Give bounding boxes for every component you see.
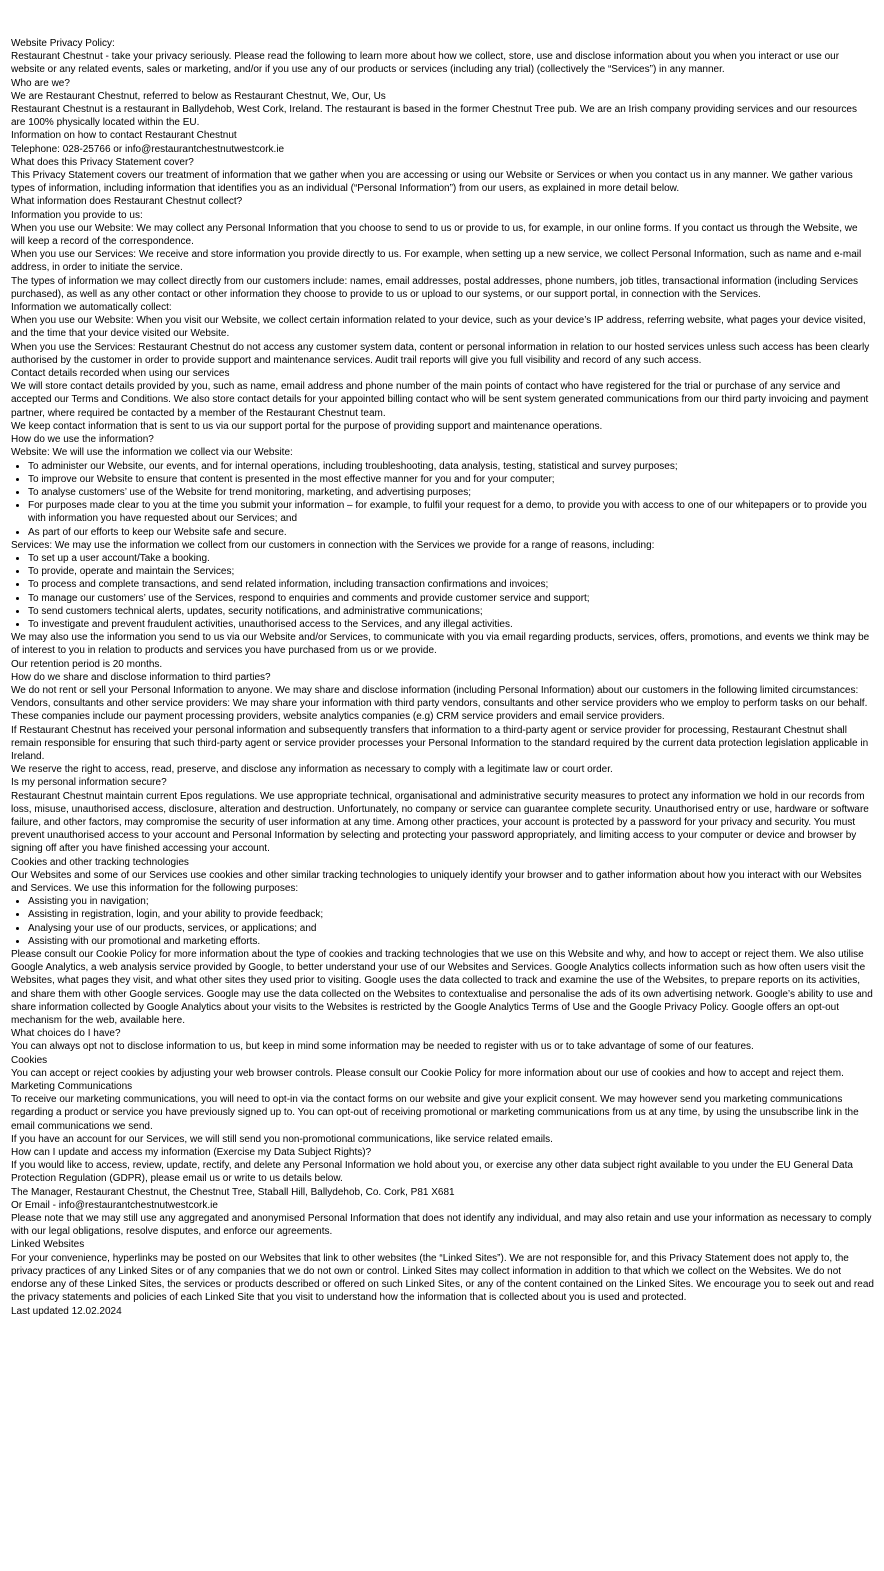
linked-paragraph: For your convenience, hyperlinks may be posted on our Websites that link to other websites (the “Linked Sites”). We are not responsible for, and this Privacy Statement does not apply to, the privacy practices of any Linked Sites or of any companies that we do not own or control. Linked Sites may collect information in addition to that which we collect on the Websites. We do not endorse any of these Linked Sites, the services or products described or offered on such Linked Sites, or any of the content contained on the Linked Sites. We encourage you to seek out and read the privacy statements and policies of each Linked Site that you visit to understand how the information that is collected about you is used and protected. xyxy=(11,1252,874,1304)
share-paragraph-4: We reserve the right to access, read, preserve, and disclose any information as necessary to comply with a legitimate law or court order. xyxy=(11,764,613,776)
use-website-list xyxy=(11,460,874,539)
postal-address: The Manager, Restaurant Chestnut, the Chestnut Tree, Staball Hill, Ballydehob, Co. Cork, P81 X681 xyxy=(11,1186,455,1198)
provide-services-paragraph: When you use our Services: We receive and store information you provide directly to us. For example, when setting up a new service, we collect Personal Information, such as name and e-mail address, in order to initiate the service. xyxy=(11,249,862,274)
list-item: • To manage our customers’ use of the Services, respond to enquiries and comments and provide customer service and support; xyxy=(28,592,874,605)
choices-paragraph: You can always opt not to disclose information to us, but keep in mind some information may be needed to register with us or to take advantage of some of our features. xyxy=(11,1041,754,1053)
cover-heading: What does this Privacy Statement cover? xyxy=(11,156,194,168)
last-updated: Last updated 12.02.2024 xyxy=(11,1305,122,1317)
auto-website-paragraph: When you use our Website: When you visit our Website, we collect certain information related to your device, such as your device’s IP address, referring website, what pages your device visited, and the time that your device visited our Website. xyxy=(11,315,866,340)
auto-services-paragraph: When you use the Services: Restaurant Chestnut do not access any customer system data, content or personal information in relation to our hosted services unless such access has been clearly authorised by the customer in order to provide support and maintenance services. Audit trail reports will give you full visibility and record of any such access. xyxy=(11,341,870,366)
who-paragraph-2: Restaurant Chestnut is a restaurant in Ballydehob, West Cork, Ireland. The restaurant is based in the former Chestnut Tree pub. We are an Irish company providing services and our resources are 100% physically located within the EU. xyxy=(11,104,857,129)
cookies-controls-paragraph: You can accept or reject cookies by adjusting your web browser controls. Please consult our Cookie Policy for more information about our use of cookies and how to accept and reject them. xyxy=(11,1067,844,1079)
list-item: • As part of our efforts to keep our Website safe and secure. xyxy=(28,526,874,539)
use-services-intro: Services: We may use the information we collect from our customers in connection with the Services we provide for a range of reasons, including: xyxy=(11,539,655,551)
secure-paragraph: Restaurant Chestnut maintain current Epos regulations. We use appropriate technical, organisational and administrative security measures to protect any information we hold in our records from loss, misuse, unauthorised access, disclosure, alteration and destruction. Unfortunately, no company or service can guarantee complete security. Unauthorised entry or use, hardware or software failure, and other factors, may compromise the security of user information at any time. Among other practices, your account is protected by a password for your privacy and security. You must prevent unauthorised access to your account and Personal Information by selecting and protecting your password appropriately, and limiting access to your computer or device and browser by signing off after you have finished accessing your account. xyxy=(11,790,869,855)
list-item: • To administer our Website, our events, and for internal operations, including troubleshooting, data analysis, testing, statistical and survey purposes; xyxy=(28,460,874,473)
use-website-intro: Website: We will use the information we collect via our Website: xyxy=(11,447,293,459)
contact-telephone-email: Telephone: 028-25766 or info@restaurantchestnutwestcork.ie xyxy=(11,143,285,155)
share-paragraph-2: Vendors, consultants and other service providers: We may share your information with third party vendors, consultants and other service providers who we employ to perform tasks on our behalf. These companies include our payment processing providers, website analytics companies (e.g) CRM service providers and email service providers. xyxy=(11,698,868,723)
update-paragraph: If you would like to access, review, update, rectify, and delete any Personal Information we hold about you, or exercise any other data subject right available to you under the EU General Data Protection Regulation (GDPR), please email us or write to us details below. xyxy=(11,1160,853,1185)
policy-title: Website Privacy Policy: xyxy=(11,38,115,49)
list-item: • To provide, operate and maintain the Services; xyxy=(28,565,874,578)
list-item: • Assisting in registration, login, and your ability to provide feedback; xyxy=(28,908,874,921)
share-paragraph-1: We do not rent or sell your Personal Information to anyone. We may share and disclose information (including Personal Information) about our customers in the following limited circumstances: xyxy=(11,684,859,696)
marketing-paragraph-2: If you have an account for our Services, we will still send you non-promotional communications, like service related emails. xyxy=(11,1133,553,1145)
auto-collect-heading: Information we automatically collect: xyxy=(11,302,172,314)
update-heading: How can I update and access my information (Exercise my Data Subject Rights)? xyxy=(11,1147,372,1159)
contact-details-heading: Contact details recorded when using our services xyxy=(11,368,230,380)
contact-details-paragraph-1: We will store contact details provided by you, such as name, email address and phone number of the main points of contact who have registered for the trial or purchase of any service and accepted our Terms and Conditions. We also store contact details for your appointed billing contact who will be sent system generated communications from our third party invoicing and payment partner, where required be contacted by a member of the Restaurant Chestnut team. xyxy=(11,381,869,419)
who-heading: Who are we? xyxy=(11,77,70,89)
list-item: • To set up a user account/Take a booking. xyxy=(28,552,874,565)
who-paragraph-1: We are Restaurant Chestnut, referred to below as Restaurant Chestnut, We, Our, Us xyxy=(11,90,386,102)
list-item: • To investigate and prevent fraudulent activities, unauthorised access to the Services, and any illegal activities. xyxy=(28,618,874,631)
cookies-purpose-list xyxy=(11,895,874,948)
contact-email: Or Email - info@restaurantchestnutwestcork.ie xyxy=(11,1199,218,1211)
collect-heading: What information does Restaurant Chestnut collect? xyxy=(11,196,243,208)
cookies-heading: Cookies and other tracking technologies xyxy=(11,856,189,868)
linked-heading: Linked Websites xyxy=(11,1239,85,1251)
list-item: • Analysing your use of our products, services, or applications; and xyxy=(28,922,874,935)
use-heading: How do we use the information? xyxy=(11,434,154,446)
marketing-paragraph-1: To receive our marketing communications, you will need to opt-in via the contact forms on our website and give your explicit consent. We may however send you marketing communications regarding a product or service you have previously signed up to. You can opt-out of receiving promotional or marketing communications from us at any time, by using the unsubscribe link in the email communications we send. xyxy=(11,1094,859,1132)
marketing-heading: Marketing Communications xyxy=(11,1081,133,1093)
cookies-controls-heading: Cookies xyxy=(11,1054,48,1066)
cover-paragraph: This Privacy Statement covers our treatment of information that we gather when you are accessing or using our Website or Services or when you contact us in any manner. We gather various types of information, including information that identifies you as an individual (“Personal Information”) from our users, as explained in more detail below. xyxy=(11,170,853,195)
share-heading: How do we share and disclose information to third parties? xyxy=(11,671,271,683)
intro-paragraph: Restaurant Chestnut - take your privacy seriously. Please read the following to learn more about how we collect, store, use and disclose information about you when you interact or use our website or any related events, sales or marketing, and/or if you use any of our products or services (including any trial) (collectively the “Services”) in any manner. xyxy=(11,51,840,76)
provide-types-paragraph: The types of information we may collect directly from our customers include: names, email addresses, postal addresses, phone numbers, job titles, transactional information (including Services purchased), as well as any other contact or other information they choose to provide to us or upload to our systems, or our support portal, in connection with the Services. xyxy=(11,275,859,300)
provide-heading: Information you provide to us: xyxy=(11,209,143,221)
list-item: • For purposes made clear to you at the time you submit your information – for example, to fulfil your request for a demo, to provide you with access to one of our whitepapers or to provide you with information you have requested about our Services; and xyxy=(28,499,874,525)
list-item: • To send customers technical alerts, updates, security notifications, and administrative communications; xyxy=(28,605,874,618)
list-item: • Assisting you in navigation; xyxy=(28,895,874,908)
choices-heading: What choices do I have? xyxy=(11,1028,121,1040)
list-item: • To process and complete transactions, and send related information, including transaction confirmations and invoices; xyxy=(28,578,874,591)
contact-details-paragraph-2: We keep contact information that is sent to us via our support portal for the purpose of providing support and maintenance operations. xyxy=(11,420,603,432)
aggregated-paragraph: Please note that we may still use any aggregated and anonymised Personal Information that does not identify any individual, and may also retain and use your information as necessary to comply with our legal obligations, resolve disputes, and enforce our agreements. xyxy=(11,1213,872,1238)
list-item: • To analyse customers’ use of the Website for trend monitoring, marketing, and advertising purposes; xyxy=(28,486,874,499)
contact-heading: Information on how to contact Restaurant Chestnut xyxy=(11,130,237,142)
share-paragraph-3: If Restaurant Chestnut has received your personal information and subsequently transfers that information to a third-party agent or service provider for processing, Restaurant Chestnut shall remain responsible for ensuring that such third-party agent or service provider processes your Personal Information to the standard required by the current data protection legislation applicable in Ireland. xyxy=(11,724,869,762)
provide-website-paragraph: When you use our Website: We may collect any Personal Information that you choose to send to us or provide to us, for example, in our online forms. If you contact us through the Website, we will keep a record of the correspondence. xyxy=(11,222,858,248)
retention-paragraph: Our retention period is 20 months. xyxy=(11,658,163,670)
use-also-paragraph: We may also use the information you send to us via our Website and/or Services, to communicate with you via email regarding products, services, offers, promotions, and events we think may be of interest to you in relation to products and services you have purchased from us or we provide. xyxy=(11,632,870,657)
list-item: • Assisting with our promotional and marketing efforts. xyxy=(28,935,874,948)
secure-heading: Is my personal information secure? xyxy=(11,777,167,789)
list-item: • To improve our Website to ensure that content is presented in the most effective manner for you and for your computer; xyxy=(28,473,874,486)
cookies-paragraph: Please consult our Cookie Policy for more information about the type of cookies and tracking technologies that we use on this Website and why, and how to accept or reject them. We also utilise Google Analytics, a web analysis service provided by Google, to better understand your use of our Websites and Services. Google Analytics collects information such as how often users visit the Websites, what pages they visit, and what other sites they used prior to visiting. Google uses the data collected to track and examine the use of the Websites, to prepare reports on its activities, and share them with other Google services. Google may use the data collected on the Websites to contextualise and personalise the ads of its own advertising network. Google’s ability to use and share information collected by Google Analytics about your visits to the Websites is restricted by the Google Analytics Terms of Use and the Google Privacy Policy. Google offers an opt-out mechanism for the web, available here. xyxy=(11,949,873,1027)
cookies-intro: Our Websites and some of our Services use cookies and other similar tracking technologies to uniquely identify your browser and to gather information about how you interact with our Websites and Services. We use this information for the following purposes: xyxy=(11,869,862,894)
use-services-list xyxy=(11,552,874,631)
